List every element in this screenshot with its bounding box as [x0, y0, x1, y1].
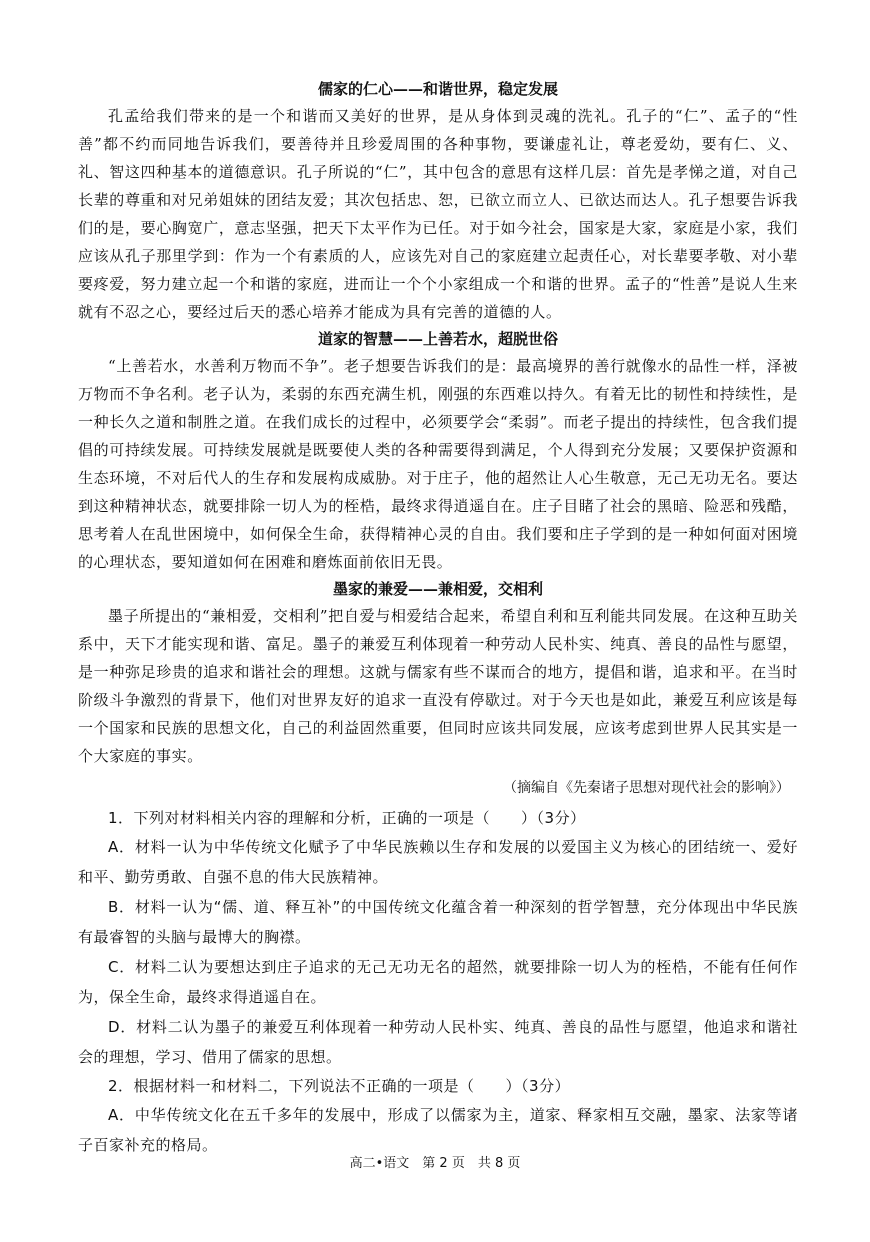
question-2 [78, 1072, 798, 1160]
section-paragraph: 墨子所提出的“兼相爱，交相利”把自爱与相爱结合起来，希望自利和互利能共同发展。在这种互助关系中，天下才能实现和谐、富足。墨子的兼爱互利体现着一种劳动人民朴实、纯真、善良的品性与愿望，是一种弥足珍贵的追求和谐社会的理想。这就与儒家有些不谋而合的地方，提倡和谐，追求和平。在当时阶级斗争激烈的背景下，他们对世界友好的追求一直没有停歇过。对于今天也是如此，兼爱互利应该是每一个国家和民族的思想文化，自己的利益固然重要，但同时应该共同发展，应该考虑到世界人民其实是一个大家庭的事实。 [78, 607, 798, 765]
option-b: B．材料一认为“儒、道、释互补”的中国传统文化蕴含着一种深刻的哲学智慧，充分体现出中华民族有最睿智的头脑与最博大的胸襟。 [78, 898, 798, 946]
option-a: A．材料一认为中华传统文化赋予了中华民族赖以生存和发展的以爱国主义为核心的团结统一、爱好和平、勤劳勇敢、自强不息的伟大民族精神。 [78, 838, 798, 886]
section-heading: 道家的智慧——上善若水，超脱世俗 [317, 330, 558, 348]
section-heading: 墨家的兼爱——兼相爱，交相利 [332, 580, 543, 598]
question-stem: 2．根据材料一和材料二，下列说法不正确的一项是（ ）（3分） [108, 1077, 571, 1095]
section-paragraph: 孔孟给我们带来的是一个和谐而又美好的世界，是从身体到灵魂的洗礼。孔子的“仁”、孟子的“性善”都不约而同地告诉我们，要善待并且珍爱周围的各种事物，要谦虚礼让，尊老爱幼，要有仁、义、礼、智这四种基本的道德意识。孔子所说的“仁”，其中包含的意思有这样几层：首先是孝悌之道，对自己长辈的尊重和对兄弟姐妹的团结友爱；其次包括忠、恕，已欲立而立人、已欲达而达人。孔子想要告诉我们的是，要心胸宽广，意志坚强，把天下太平作为已任。对于如今社会，国家是大家，家庭是小家，我们应该从孔子那里学到：作为一个有素质的人，应该先对自己的家庭建立起责任心，对长辈要孝敬、对小辈要疼爱，努力建立起一个和谐的家庭，进而让一个个小家组成一个和谐的世界。孟子的“性善”是说人生来就有不忍之心，要经过后天的悉心培养才能成为具有完善的道德的人。 [78, 107, 798, 321]
question-1 [78, 804, 798, 1072]
section-confucian [78, 76, 798, 326]
page-footer: 高二•语文 第 2 页 共 8 页 [349, 1156, 521, 1171]
section-taoist [78, 326, 798, 576]
source-citation: （摘编自《先秦诸子思想对现代社会的影响》） [503, 780, 790, 796]
option-a: A．中华传统文化在五千多年的发展中，形成了以儒家为主，道家、释家相互交融，墨家、法家等诸子百家补充的格局。 [78, 1106, 798, 1154]
page-content [78, 76, 798, 1160]
option-d: D．材料二认为墨子的兼爱互利体现着一种劳动人民朴实、纯真、善良的品性与愿望，他追求和谐社会的理想，学习、借用了儒家的思想。 [78, 1018, 798, 1066]
question-stem: 1．下列对材料相关内容的理解和分析，正确的一项是（ ）（3分） [108, 809, 586, 827]
option-c: C．材料二认为要想达到庄子追求的无己无功无名的超然，就要排除一切人为的桎梏，不能有任何作为，保全生命，最终求得逍遥自在。 [78, 958, 798, 1006]
section-mohist [78, 576, 798, 770]
section-heading: 儒家的仁心——和谐世界，稳定发展 [317, 80, 558, 98]
section-paragraph: “上善若水，水善利万物而不争”。老子想要告诉我们的是：最高境界的善行就像水的品性一样，泽被万物而不争名利。老子认为，柔弱的东西充满生机，刚强的东西难以持久。有着无比的韧性和持续性，是一种长久之道和制胜之道。在我们成长的过程中，必须要学会“柔弱”。而老子提出的持续性，包含我们提倡的可持续发展。可持续发展就是既要使人类的各种需要得到满足，个人得到充分发展；又要保护资源和生态环境，不对后代人的生存和发展构成威胁。对于庄子，他的超然让人心生敬意，无己无功无名。要达到这种精神状态，就要排除一切人为的桎梏，最终求得逍遥自在。庄子目睹了社会的黑暗、险恶和残酷，思考着人在乱世困境中，如何保全生命，获得精神心灵的自由。我们要和庄子学到的是一种如何面对困境的心理状态，要知道如何在困难和磨炼面前依旧无畏。 [78, 357, 798, 571]
